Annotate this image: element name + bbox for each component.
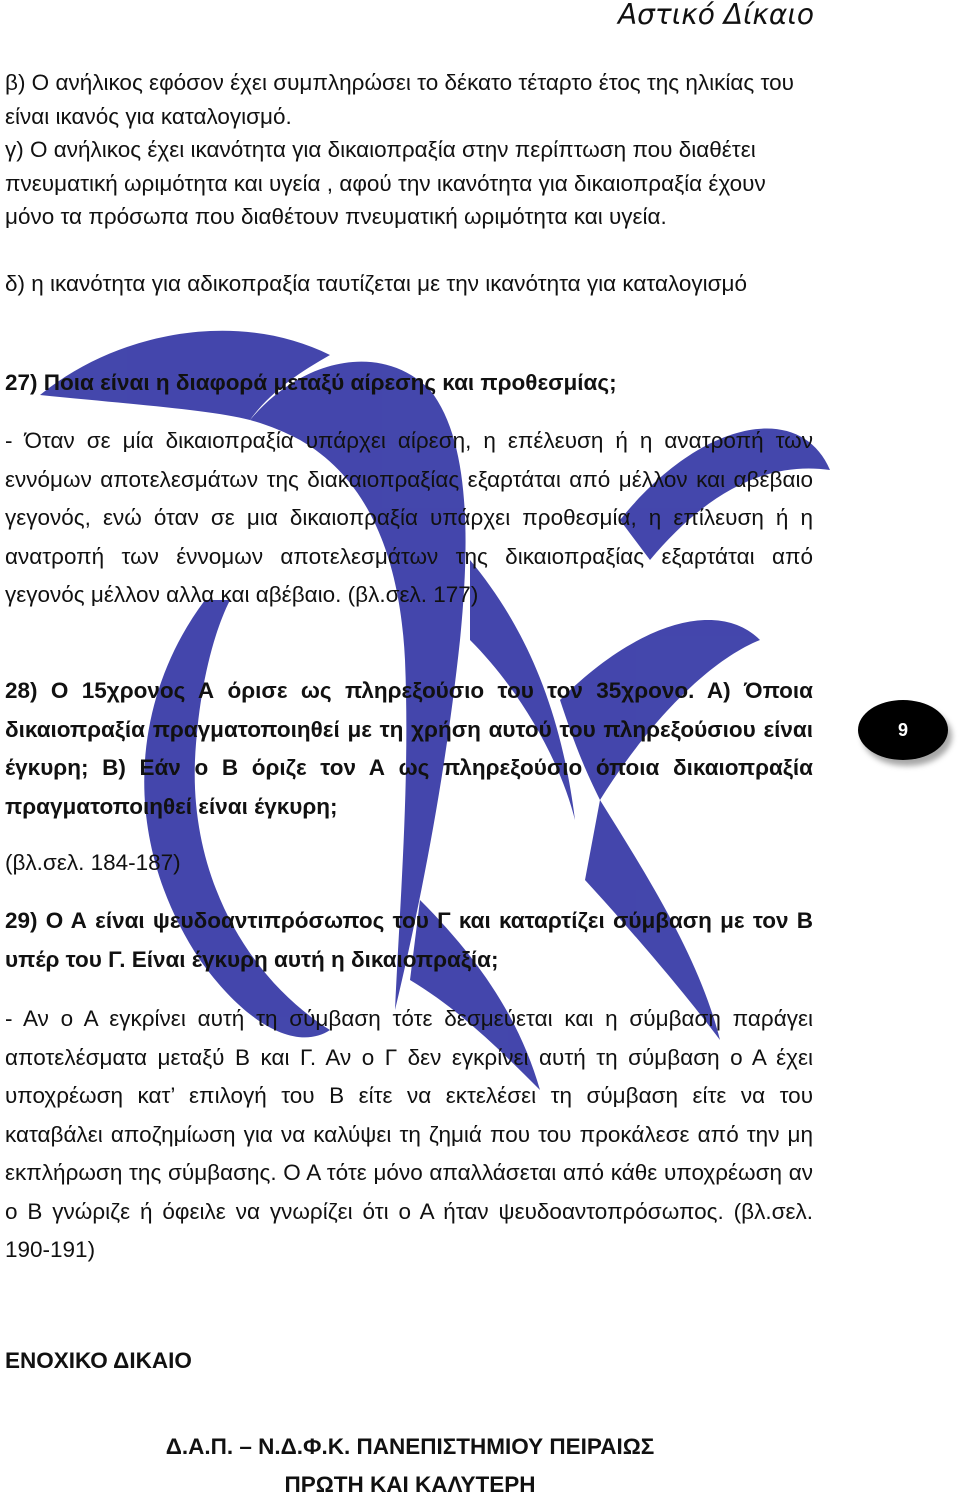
page-number-badge xyxy=(858,700,948,760)
paragraph-intro-c: γ) Ο ανήλικος έχει ικανότητα για δικαιοπραξία στην περίπτωση που διαθέτει πνευματική ωριμότητα και υγεία , αφού την ικανότητα για δικαιοπραξία έχουν μόνο τα πρόσωπα που διαθέτουν πνευματική ωριμότητα και υγεία. xyxy=(5,137,766,229)
question-27: 27) Ποια είναι η διαφορά μεταξύ αίρεσης και προθεσμίας; xyxy=(5,370,617,395)
paragraph-intro-b: β) Ο ανήλικος εφόσον έχει συμπληρώσει το δέκατο τέταρτο έτος της ηλικίας του είναι ικανός για καταλογισμό. xyxy=(5,70,794,129)
page-number: 9 xyxy=(897,719,908,740)
footer-line-2: ΠΡΩΤΗ ΚΑΙ ΚΑΛΥΤΕΡΗ xyxy=(284,1472,536,1497)
question-28: 28) Ο 15χρονος Α όρισε ως πληρεξούσιο του τον 35χρονο. Α) Όποια δικαιοπραξία πραγματοποιηθεί με τη χρήση αυτού του πληρεξούσιου είναι έγκυρη; Β) Εάν ο Β όριζε τον Α ως πληρεξούσιο όποια δικαιοπραξία πραγματοποιηθεί είναι έγκυρη; xyxy=(5,678,813,819)
running-header-title: Αστικό Δίκαιο xyxy=(618,0,814,31)
paragraph-intro-d: δ) η ικανότητα για αδικοπραξία ταυτίζεται με την ικανότητα για καταλογισμό xyxy=(5,271,748,296)
answer-27: - Όταν σε μία δικαιοπραξία υπάρχει αίρεση, η επέλευση ή η ανατροπή των εννόμων αποτελεσμάτων της διακαιοπραξίας εξαρτάται από μέλλον και αβέβαιο γεγονός, ενώ όταν σε μια δικαιοπραξία υπάρχει προθεσμία, η επίλευση ή η ανατροπή των έννομων αποτελεσμάτων της δικαιοπραξίας εξαρτάται από γεγονός μέλλον αλλα και αβέβαιο. (βλ.σελ. 177) xyxy=(5,428,813,607)
answer-29: - Αν ο Α εγκρίνει αυτή τη σύμβαση τότε δεσμεύεται και η σύμβαση παράγει αποτελέσματα μεταξύ Β και Γ. Αν ο Γ δεν εγκρίνει αυτή τη σύμβαση ο Α έχει υποχρέωση κατ’ επιλογή του Β είτε να εκτελέσει τη σύμβαση είτε να του καταβάλει αποζημίωση για να καλύψει τη ζημιά που του προκάλεσε από την μη εκπλήρωση της σύμβασης. Ο Α τότε μόνο απαλλάσεται από κάθε υποχρέωση αν ο Β γνώριζε ή όφειλε να γνωρίζει ότι ο Α ήταν ψευδοαντοπρόσωπος. (βλ.σελ. 190-191) xyxy=(5,1006,813,1262)
reference-28: (βλ.σελ. 184-187) xyxy=(5,850,181,875)
footer-line-1: Δ.Α.Π. – Ν.Δ.Φ.Κ. ΠΑΝΕΠΙΣΤΗΜΙΟΥ ΠΕΙΡΑΙΩΣ xyxy=(165,1434,655,1459)
question-29: 29) Ο Α είναι ψευδοαντιπρόσωπος του Γ και καταρτίζει σύμβαση με τον Β υπέρ του Γ. Είναι έγκυρη αυτή η δικαιοπραξία; xyxy=(5,908,813,972)
section-heading: ΕΝΟΧΙΚΟ ΔΙΚΑΙΟ xyxy=(5,1348,192,1373)
